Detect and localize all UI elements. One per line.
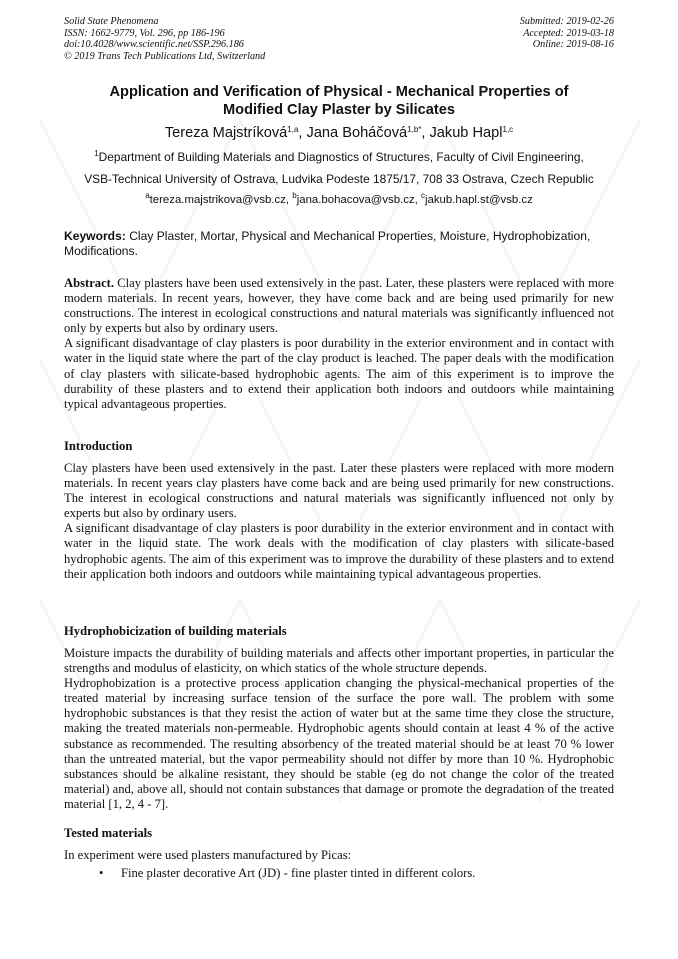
email-mark: b bbox=[292, 191, 297, 200]
author-emails bbox=[30, 191, 648, 206]
email-address[interactable]: jana.bohacova@vsb.cz bbox=[296, 194, 415, 206]
title-line-2: Modified Clay Plaster by Silicates bbox=[223, 102, 455, 118]
email-separator: , bbox=[414, 194, 421, 206]
author-name: Jana Boháčová bbox=[306, 125, 408, 141]
bullet-icon: • bbox=[99, 866, 104, 880]
author-affiliation-mark: 1,b* bbox=[407, 125, 422, 134]
keywords-label: Keywords: bbox=[64, 229, 126, 243]
author-name: Jakub Hapl bbox=[429, 125, 503, 141]
affiliation-line-1 bbox=[30, 150, 648, 164]
abstract-paragraph-2: A significant disadvantage of clay plasters is poor durability in the exterior environment and in contact with water in the liquid state where the part of the clay product is leached. The paper deals with the modification of clay plasters with silicate-based hydrophobic agents. The aim of this experiment is to improve the durability of these plasters and to extend their application both indoors and outdoors while maintaining typical advantageous properties. bbox=[64, 336, 614, 411]
introduction-paragraph-1: Clay plasters have been used extensively in the past. Later these plasters were replaced with more modern materials. In recent years clay plasters have come back and are being used primarily for new constructions. The interest in ecological constructions and natural materials was significantly influenced not only by experts but also by ordinary users. bbox=[64, 461, 614, 521]
tested-materials-heading: Tested materials bbox=[64, 826, 153, 840]
author-separator: , bbox=[421, 125, 430, 141]
affiliation-text-2: VSB-Technical University of Ostrava, Ludvika Podeste 1875/17, 708 33 Ostrava, Czech Republic bbox=[84, 172, 594, 186]
introduction-body bbox=[64, 461, 614, 582]
hydrophobicization-paragraph-2: Hydrophobization is a protective process application changing the physical-mechanical properties of the treated material by increasing surface tension of the surface the pore wall. The problem with some hydrophobic substances is that they resist the action of water but at the same time they close the structure, making the treated materials non-permeable. Hydrophobic agents should contain at least 4 % of the active substance as recommended. The resulting absorbency of the treated material should be at least 70 % lower than the untreated material, but the vapor permeability should not differ by more than 10 %. Hydrophobic substances should be alkaline resistant, they should be stable (eg do not change the color of the treated material) and, above all, should not contain substances that damage or promote the degradation of the treated material [1, 2, 4 - 7]. bbox=[64, 676, 614, 811]
accepted-date: Accepted: 2019-03-18 bbox=[523, 27, 614, 39]
email-mark: a bbox=[145, 191, 150, 200]
tested-materials-intro: In experiment were used plasters manufactured by Picas: bbox=[64, 848, 352, 862]
abstract bbox=[64, 276, 614, 412]
journal-info bbox=[64, 16, 265, 62]
affiliation-text-1: Department of Building Materials and Diagnostics of Structures, Faculty of Civil Engineering, bbox=[98, 150, 584, 164]
affiliation-mark: 1 bbox=[94, 149, 99, 158]
author-list bbox=[40, 125, 638, 141]
author-affiliation-mark: 1,a bbox=[287, 125, 299, 134]
affiliation-line-2 bbox=[30, 172, 648, 186]
author-affiliation-mark: 1,c bbox=[502, 125, 514, 134]
hydrophobicization-body bbox=[64, 646, 614, 812]
author-name: Tereza Majstríková bbox=[164, 125, 288, 141]
abstract-paragraph-1 bbox=[64, 276, 614, 336]
email-separator: , bbox=[285, 194, 293, 206]
submitted-date: Submitted: 2019-02-26 bbox=[519, 16, 614, 27]
abstract-label: Abstract. bbox=[64, 276, 115, 290]
email-mark: c bbox=[421, 191, 425, 200]
issn-line: ISSN: 1662-9779, Vol. 296, pp 186-196 bbox=[64, 27, 225, 39]
submission-dates bbox=[520, 16, 614, 51]
doi-line: doi:10.4028/www.scientific.net/SSP.296.186 bbox=[64, 39, 244, 51]
author-separator: , bbox=[298, 125, 307, 141]
abstract-text-1: Clay plasters have been used extensively in the past. Later, these plasters were replaced with more modern materials. In recent years, however, they have come back and are being used primarily for new constructions. The interest in ecological constructions and natural materials was significantly influenced not only by experts but also by ordinary users. bbox=[64, 276, 614, 336]
hydrophobicization-paragraph-1: Moisture impacts the durability of building materials and affects other important properties, in particular the strengths and modulus of elasticity, on which statics of the whole structure depends. bbox=[64, 646, 614, 676]
journal-name: Solid State Phenomena bbox=[64, 16, 159, 27]
list-item-text: Fine plaster decorative Art (JD) - fine plaster tinted in different colors. bbox=[121, 866, 476, 880]
title-line-1: Application and Verification of Physical - Mechanical Properties of bbox=[109, 84, 569, 100]
email-address[interactable]: tereza.majstrikova@vsb.cz bbox=[149, 194, 286, 206]
paper-title bbox=[40, 83, 638, 119]
keywords bbox=[64, 229, 614, 258]
introduction-heading: Introduction bbox=[64, 439, 133, 453]
online-date: Online: 2019-08-16 bbox=[532, 39, 614, 51]
hydrophobicization-heading: Hydrophobicization of building materials bbox=[64, 624, 287, 638]
email-address[interactable]: jakub.hapl.st@vsb.cz bbox=[425, 194, 533, 206]
introduction-paragraph-2: A significant disadvantage of clay plasters is poor durability in the exterior environment and in contact with water in the liquid state. The work deals with the modification of clay plasters with silicate-based hydrophobic agents. The aim of this experiment was to improve the durability of these plasters and to extend their application both indoors and outdoors while maintaining typical advantageous properties. bbox=[64, 521, 614, 581]
copyright-line: © 2019 Trans Tech Publications Ltd, Switzerland bbox=[64, 50, 266, 62]
keywords-text: Clay Plaster, Mortar, Physical and Mechanical Properties, Moisture, Hydrophobization, Modifications. bbox=[64, 229, 591, 258]
